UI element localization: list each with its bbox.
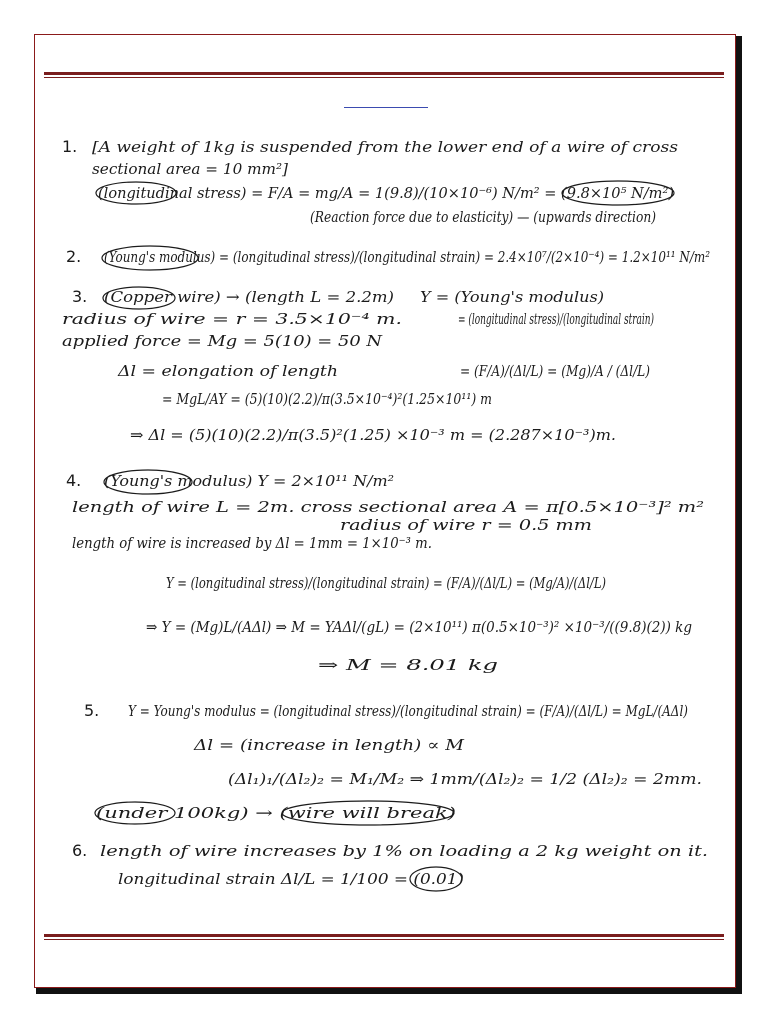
problem-number: 6. [72, 841, 88, 860]
problem-line: sectional area = 10 mm²] [92, 160, 289, 178]
problem-line: Δl = elongation of length [116, 362, 339, 380]
problem-line: (Young's modulus) Y = 2×10¹¹ N/m² [104, 472, 394, 490]
problem-line: ⇒ Δl = (5)(10)(2.2)/π(3.5)²(1.25) ×10⁻³ m = (2.287×10⁻³)m. [130, 426, 616, 444]
problem-line: applied force = Mg = 5(10) = 50 N [62, 332, 384, 350]
problem-line: [A weight of 1kg is suspended from the lower end of a wire of cross [92, 138, 679, 156]
problem-line: (under 100kg) → (wire will break) [96, 804, 457, 822]
problem-number: 3. [72, 287, 88, 306]
problem-number: 1. [62, 137, 78, 156]
problem-line: ⇒ M = 8.01 kg [318, 656, 498, 674]
problem-line: radius of wire r = 0.5 mm [340, 516, 592, 534]
problem-line: = (longitudinal stress)/(longitudinal strain) [458, 310, 655, 328]
problem-line: length of wire increases by 1% on loading a 2 kg weight on it. [100, 842, 708, 860]
problem-number: 5. [84, 701, 100, 720]
problem-line: Y = (longitudinal stress)/(longitudinal strain) = (F/A)/(Δl/L) = (Mg/A)/(Δl/L) [166, 574, 607, 592]
problem-line: (Δl₁)₁/(Δl₂)₂ = M₁/M₂ ⇒ 1mm/(Δl₂)₂ = 1/2 (Δl₂)₂ = 2mm. [228, 770, 702, 788]
problem-number: 2. [66, 247, 82, 266]
problem-line: (longitudinal stress) = F/A = mg/A = 1(9.8)/(10×10⁻⁶) N/m² = (9.8×10⁵ N/m²) [98, 184, 675, 202]
problem-line: Δl = (increase in length) ∝ M [192, 736, 465, 754]
problem-number: 4. [66, 471, 82, 490]
problem-line: Y = Young's modulus = (longitudinal stress)/(longitudinal strain) = (F/A)/(Δl/L) = MgL/(AΔl) [128, 702, 689, 720]
problem-line: (Reaction force due to elasticity) — (upwards direction) [310, 208, 657, 226]
problem-line: radius of wire = r = 3.5×10⁻⁴ m. [62, 310, 402, 328]
problem-line: length of wire is increased by Δl = 1mm = 1×10⁻³ m. [72, 534, 432, 552]
problem-line: ⇒ Y = (Mg)L/(AΔl) ⇒ M = YAΔl/(gL) = (2×10¹¹) π(0.5×10⁻³)² ×10⁻³/((9.8)(2)) kg [146, 618, 692, 636]
problem-line: = (F/A)/(Δl/L) = (Mg)/A / (Δl/L) [460, 362, 651, 380]
problem-line: (Young's modulus) = (longitudinal stress)/(longitudinal strain) = 2.4×10⁷/(2×10⁻⁴) = 1.2×10¹¹ N/m² [104, 248, 710, 266]
problem-line: = MgL/AY = (5)(10)(2.2)/π(3.5×10⁻⁴)²(1.25×10¹¹) m [162, 390, 492, 408]
problem-line: longitudinal strain Δl/L = 1/100 = (0.01) [118, 870, 465, 888]
problem-line: length of wire L = 2m. cross sectional area A = π[0.5×10⁻³]² m² [72, 498, 704, 516]
problem-line: Y = (Young's modulus) [420, 288, 605, 306]
problem-line: (Copper wire) → (length L = 2.2m) [104, 288, 395, 306]
